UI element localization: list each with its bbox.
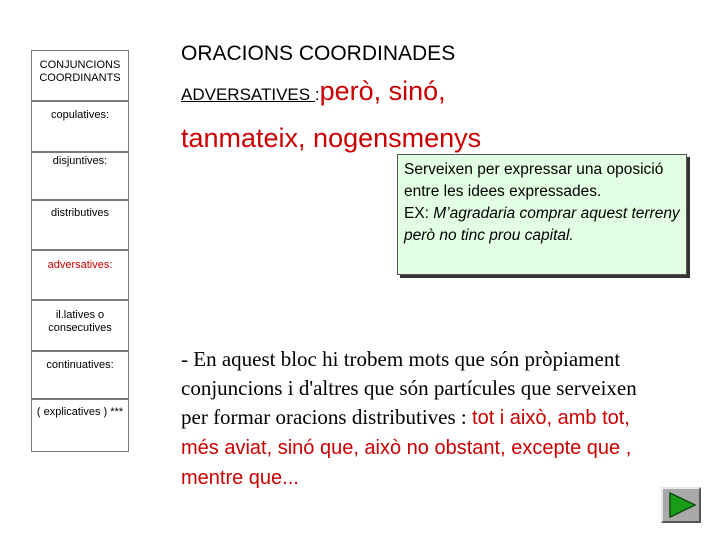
nav-item-explicatives[interactable]: [31, 399, 129, 452]
body-examples: tot i això, amb tot, més aviat, sinó que, això no obstant, excepte que , mentre que...: [181, 407, 632, 489]
nav-item-disjuntives[interactable]: [31, 152, 129, 200]
title-conjunctions-b: tanmateix, nogensmenys: [181, 123, 482, 153]
nav-item-label: copulatives:: [50, 109, 110, 121]
nav-item-label: disjuntives:: [52, 155, 108, 167]
definition-box: [397, 154, 687, 275]
title-subline: [181, 72, 701, 115]
body-intro: - En aquest bloc hi trobem mots que són pròpiament conjuncions i d'altres que són partícules que serveixen per formar oracions distributives :: [181, 347, 637, 429]
title-line: ORACIONS COORDINADES: [181, 42, 456, 65]
nav-item-label: CONJUNCIONS COORDINANTS: [39, 59, 121, 84]
title-conjunctions-a: però, sinó,: [319, 76, 446, 106]
body-paragraph: [181, 345, 651, 493]
title-colon: :: [314, 85, 320, 104]
nav-item-label: il.latives o consecutives: [48, 309, 112, 334]
nav-item-continuatives[interactable]: [31, 351, 129, 399]
nav-item-label: distributives: [50, 207, 110, 219]
example-label: EX:: [404, 205, 434, 222]
play-triangle-icon: [666, 491, 698, 519]
example-text: M’agradaria comprar aquest terreny però no tinc prou capital.: [404, 205, 680, 244]
slide-title: [181, 40, 701, 162]
nav-item-label: continuatives:: [46, 359, 114, 371]
nav-item-adversatives[interactable]: [31, 250, 129, 300]
next-slide-button[interactable]: [661, 487, 701, 523]
nav-item-label: adversatives:: [47, 259, 113, 271]
nav-item-distributives[interactable]: [31, 200, 129, 250]
nav-item-label: ( explicatives ) ***: [36, 406, 124, 418]
nav-item-illatives[interactable]: [31, 300, 129, 351]
title-prefix: ADVERSATIVES: [181, 85, 315, 104]
definition-text: Serveixen per expressar una oposició entre les idees expressades.: [404, 161, 664, 200]
nav-item-copulatives[interactable]: [31, 101, 129, 152]
example-line: [404, 203, 680, 247]
nav-item-conjuncions-coordinants[interactable]: [31, 50, 129, 101]
